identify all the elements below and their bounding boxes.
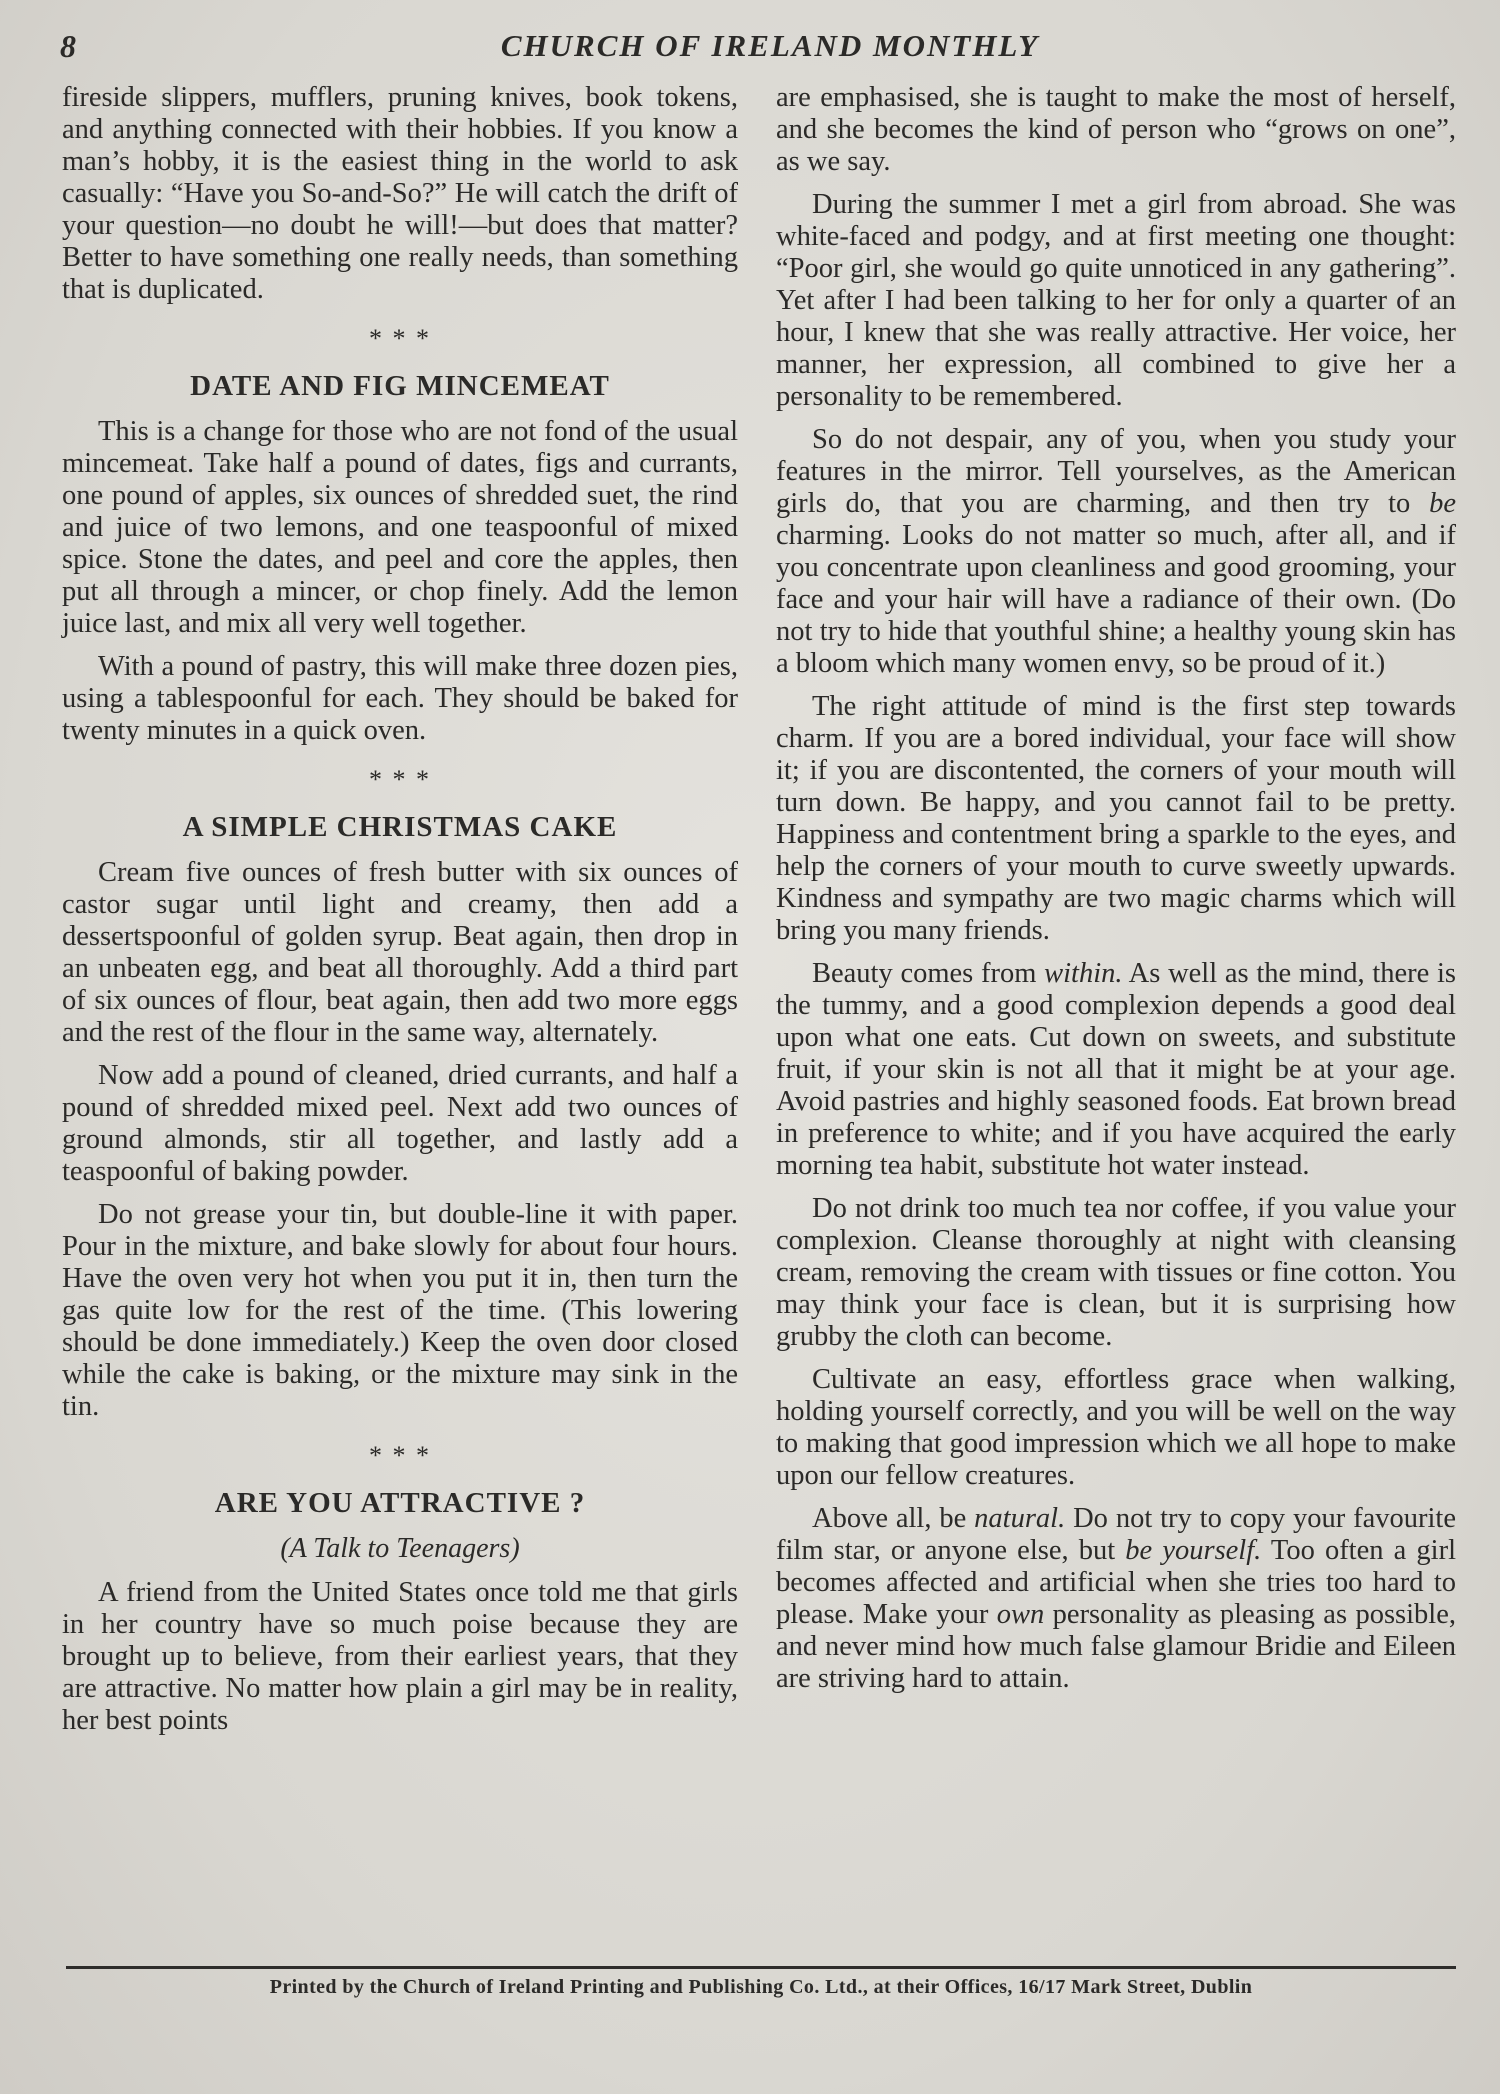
christmas-cake-paragraph-1: Cream five ounces of fresh butter with six ounces of castor sugar until light and creamy, then add a dessertspoonful of golden syrup. Beat again, then drop in an unbeaten egg, and beat all thoroughly. Add a third part of six ounces of flour, beat again, then add two more eggs and the rest of the flour in the same way, alternately.	[62, 857, 738, 1048]
attractive-subtitle: (A Talk to Teenagers)	[280, 1533, 520, 1564]
intro-paragraph: fireside slippers, mufflers, pruning knives, book tokens, and anything connected with their hobbies. If you know a man’s hobby, it is the easiest thing in the world to ask casually: “Have you So-and-So?” He will catch the drift of your question—no doubt he will!—but does that matter? Better to have something one really needs, than something that is duplicated.	[62, 82, 738, 305]
attractive-heading: ARE YOU ATTRACTIVE ?	[214, 1487, 586, 1519]
natural-paragraph: Above all, be natural. Do not try to copy your favourite film star, or anyone else, but be yourself. Too often a girl becomes affected and artificial when she tries too hard to please. Make your own personality as pleasing as possible, and never mind how much false glamour Bridie and Eileen are striving hard to attain.	[776, 1503, 1456, 1694]
beauty-paragraph: Beauty comes from within. As well as the mind, there is the tummy, and a good complexion depends a good deal upon what one eats. Cut down on sweets, and substitute fruit, if your skin is not all that it might be at your age. Avoid pastries and highly seasoned foods. Eat brown bread in preference to white; and if you have acquired the early morning tea habit, substitute hot water instead.	[776, 958, 1457, 1181]
right-column	[776, 82, 1456, 1706]
despair-paragraph: So do not despair, any of you, when you study your features in the mirror. Tell yourselves, as the American girls do, that you are charming, and then try to be charming. Looks do not matter so much, after all, and if you concentrate upon cleanliness and good grooming, your face and your hair will have a radiance of their own. (Do not try to hide that youthful shine; a healthy young skin has a bloom which many women envy, so be proud of it.)	[776, 424, 1456, 679]
magazine-title: CHURCH OF IRELAND MONTHLY	[500, 28, 1040, 63]
mincemeat-paragraph-2: With a pound of pastry, this will make three dozen pies, using a tablespoonful for each. They should be baked for twenty minutes in a quick oven.	[62, 651, 738, 746]
tea-coffee-paragraph: Do not drink too much tea nor coffee, if you value your complexion. Cleanse thoroughly at night with cleansing cream, removing the cream with tissues or fine cotton. You may think your face is clean, but it is surprising how grubby the cloth can become.	[776, 1193, 1456, 1352]
section-divider: * * *	[369, 324, 431, 353]
section-divider: * * *	[369, 765, 431, 794]
page-header	[60, 28, 1440, 68]
page-number: 8	[60, 28, 76, 64]
footer-rule	[66, 1966, 1456, 1969]
attitude-paragraph: The right attitude of mind is the first step towards charm. If you are a bored individual, your face will show it; if you are discontented, the corners of your mouth will turn down. Be happy, and you cannot fail to be pretty. Happiness and contentment bring a sparkle to the eyes, and help the corners of your mouth to curve sweetly upwards. Kindness and sympathy are two magic charms which will bring you many friends.	[776, 691, 1456, 946]
section-divider: * * *	[369, 1441, 431, 1470]
grace-paragraph: Cultivate an easy, effortless grace when walking, holding yourself correctly, and you will be well on the way to making that good impression which we all hope to make upon our fellow creatures.	[776, 1364, 1456, 1491]
christmas-cake-paragraph-3: Do not grease your tin, but double-line it with paper. Pour in the mixture, and bake slowly for about four hours. Have the oven very hot when you put it in, then turn the gas quite low for the rest of the time. (This lowering should be done immediately.) Keep the oven door closed while the cake is baking, or the mixture may sink in the tin.	[62, 1199, 738, 1422]
mincemeat-paragraph-1: This is a change for those who are not fond of the usual mincemeat. Take half a pound of dates, figs and currants, one pound of apples, six ounces of shredded suet, the rind and juice of two lemons, and one teaspoonful of mixed spice. Stone the dates, and peel and core the apples, then put all through a mincer, or chop finely. Add the lemon juice last, and mix all very well together.	[62, 416, 738, 639]
mincemeat-heading: DATE AND FIG MINCEMEAT	[190, 370, 610, 402]
attractive-paragraph-1: A friend from the United States once told me that girls in her country have so much poise because they are brought up to believe, from their earliest years, that they are attractive. No matter how plain a girl may be in reality, her best points	[62, 1577, 738, 1736]
girl-from-abroad-paragraph: During the summer I met a girl from abroad. She was white-faced and podgy, and at first meeting one thought: “Poor girl, she would go quite unnoticed in any gathering”. Yet after I had been talking to her for only a quarter of an hour, I knew that she was really attractive. Her voice, her manner, her expression, all combined to give her a personality to be remembered.	[776, 189, 1456, 412]
left-column	[62, 82, 738, 1748]
christmas-cake-paragraph-2: Now add a pound of cleaned, dried currants, and half a pound of shredded mixed peel. Next add two ounces of ground almonds, stir all together, and lastly add a teaspoonful of baking powder.	[62, 1060, 738, 1187]
attractive-continuation: are emphasised, she is taught to make the most of herself, and she becomes the kind of person who “grows on one”, as we say.	[776, 82, 1456, 177]
christmas-cake-heading: A SIMPLE CHRISTMAS CAKE	[182, 811, 618, 843]
printer-imprint: Printed by the Church of Ireland Printing and Publishing Co. Ltd., at their Offices, 16/17 Mark Street, Dublin	[269, 1976, 1253, 1998]
